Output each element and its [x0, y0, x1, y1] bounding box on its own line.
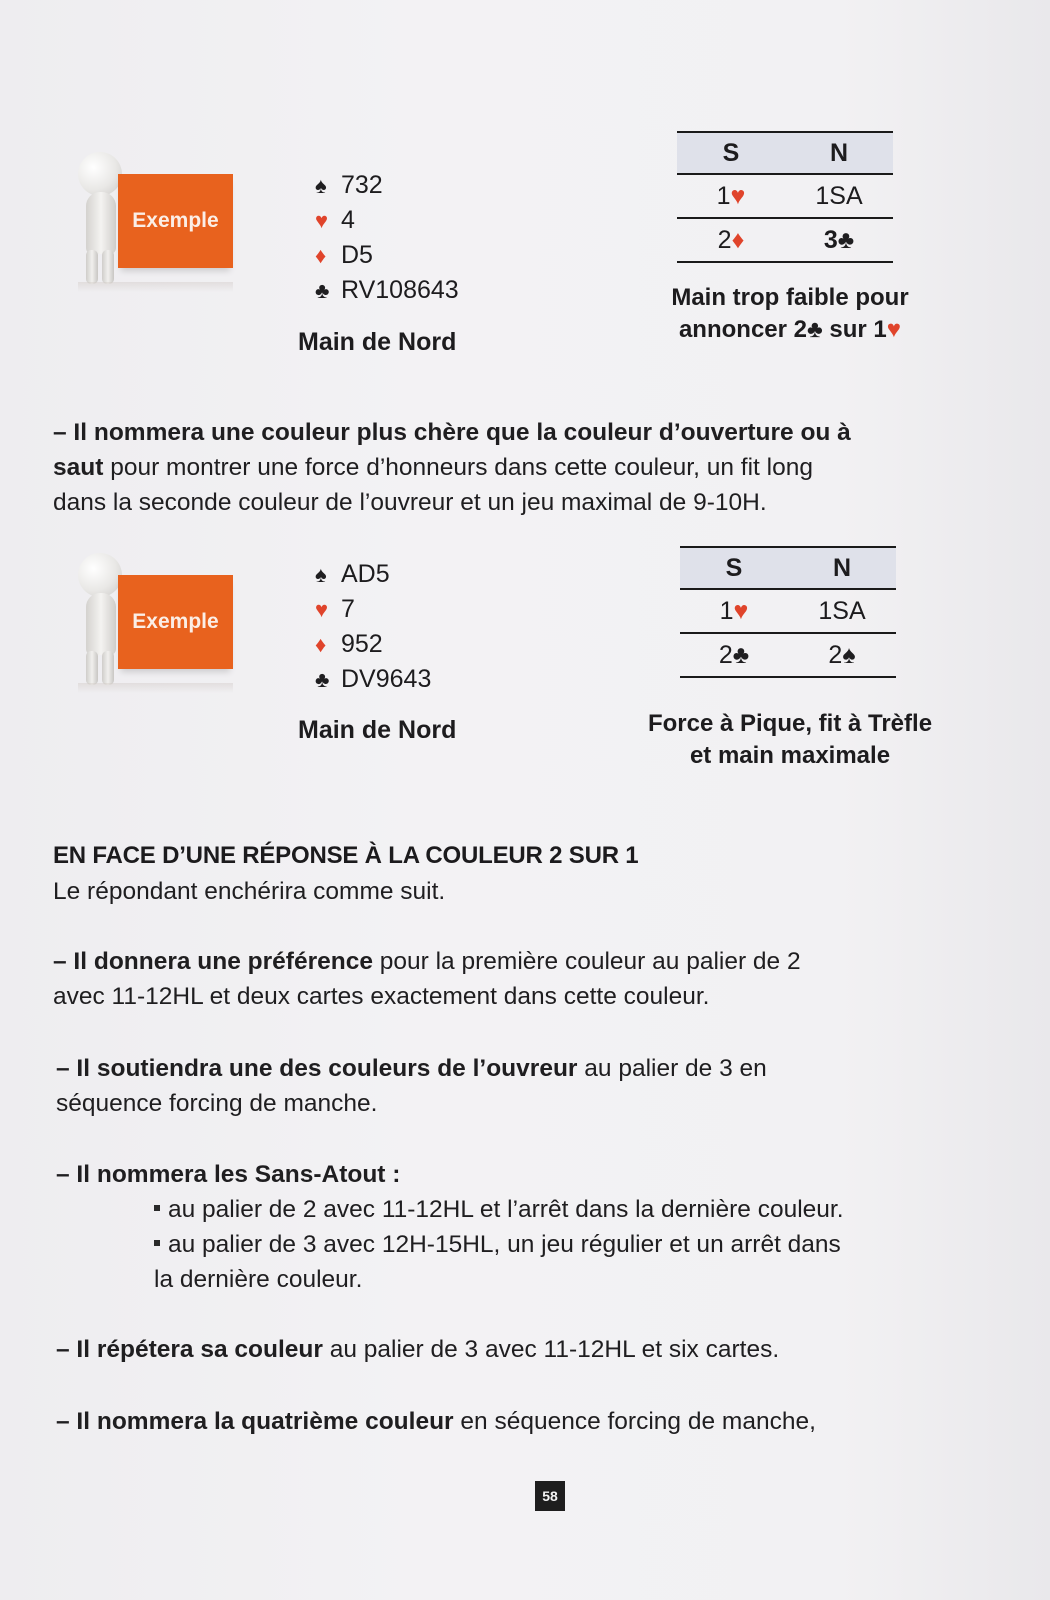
- paragraph-support: [56, 1051, 1002, 1121]
- hand-row-spades: [315, 168, 459, 203]
- paragraph-higher-suit: [53, 415, 999, 520]
- bullet-icon: [154, 1205, 160, 1211]
- hand-row-diamonds: [315, 238, 459, 273]
- bid-north: [785, 182, 893, 211]
- figure-body: [86, 593, 116, 655]
- hand-row-clubs: [315, 662, 431, 697]
- caption-line: Main trop faible pour: [671, 284, 909, 311]
- hand-cards: RV108643: [341, 276, 459, 304]
- hand-row-hearts: [315, 203, 459, 238]
- hand-row-spades: [315, 557, 431, 592]
- bidding-row: [680, 590, 896, 634]
- heart-icon: ♥: [733, 596, 749, 625]
- figure-leg: [86, 250, 98, 284]
- bidding-table: [677, 131, 893, 263]
- figure-head: [78, 553, 122, 597]
- heart-icon: ♥: [315, 597, 329, 622]
- bullet-text: au palier de 3 avec 12H-15HL, un jeu régulier et un arrêt dans: [168, 1231, 841, 1258]
- hand-cards: AD5: [341, 560, 390, 588]
- spade-icon: ♠: [842, 640, 856, 669]
- bid-level: 3: [823, 225, 838, 254]
- example-sign-label: Exemple: [132, 610, 219, 633]
- paragraph-bold: – Il donnera une préférence: [53, 948, 373, 975]
- page-number: 58: [535, 1481, 565, 1511]
- bidding-caption: [630, 282, 950, 346]
- paragraph-line: séquence forcing de manche.: [56, 1090, 378, 1117]
- paragraph-bold: – Il nommera la quatrième couleur: [56, 1408, 454, 1435]
- bidding-row: [677, 219, 893, 263]
- paragraph-bold: saut: [53, 454, 104, 481]
- hand-row-hearts: [315, 592, 431, 627]
- paragraph-line: [53, 450, 999, 485]
- example-sign: [118, 575, 233, 669]
- example-figure: [78, 152, 238, 282]
- column-north: N: [832, 553, 852, 582]
- paragraph-repeat: [56, 1332, 1026, 1367]
- hand-row-diamonds: [315, 627, 431, 662]
- figure-head: [78, 152, 122, 196]
- paragraph-fourth-suit: [56, 1404, 1026, 1439]
- bidding-row: [677, 175, 893, 219]
- paragraph-bold: – Il nommera une couleur plus chère que la couleur d’ouverture ou à: [53, 419, 851, 446]
- example-sign-label: Exemple: [132, 209, 219, 232]
- bid-level: 2: [717, 225, 732, 254]
- figure-reflection: [78, 683, 233, 693]
- bid-south: [680, 641, 788, 670]
- figure-body: [86, 192, 116, 254]
- heart-icon: ♥: [315, 208, 329, 233]
- column-south: S: [725, 553, 743, 582]
- hand-cards: 952: [341, 630, 383, 658]
- hand-row-clubs: [315, 273, 459, 308]
- column-north: N: [829, 138, 849, 167]
- caption-text: sur 1: [822, 316, 887, 343]
- paragraph-bold: – Il soutiendra une des couleurs de l’ouvreur: [56, 1055, 578, 1082]
- bid-level: 2: [718, 640, 733, 669]
- paragraph-line: avec 11-12HL et deux cartes exactement dans cette couleur.: [53, 983, 710, 1010]
- club-icon: ♣: [807, 316, 823, 343]
- bid-north: [788, 641, 896, 670]
- bid-south: [680, 597, 788, 626]
- paragraph-bold: – Il nommera les Sans-Atout :: [56, 1161, 401, 1188]
- example-sign: [118, 174, 233, 268]
- paragraph-line: [56, 1404, 1026, 1439]
- north-hand: [315, 557, 431, 697]
- bullet-continuation: la dernière couleur.: [154, 1266, 363, 1293]
- club-icon: ♣: [837, 225, 855, 254]
- caption-line: [630, 314, 950, 346]
- paragraph-sans-atout: [56, 1157, 1002, 1297]
- hand-caption: Main de Nord: [298, 716, 457, 744]
- bidding-row: [680, 634, 896, 678]
- paragraph-line: [53, 944, 999, 979]
- paragraph-text: pour montrer une force d’honneurs dans cette couleur, un fit long: [103, 454, 813, 481]
- paragraph-bold: – Il répétera sa couleur: [56, 1336, 323, 1363]
- caption-text: annoncer 2: [678, 316, 807, 343]
- paragraph-text: Le répondant enchérira comme suit.: [53, 878, 446, 905]
- figure-leg: [102, 651, 114, 685]
- hand-cards: 732: [341, 171, 383, 199]
- figure-leg: [86, 651, 98, 685]
- north-hand: [315, 168, 459, 308]
- caption-line: et main maximale: [689, 742, 891, 769]
- paragraph-text: pour la première couleur au palier de 2: [372, 948, 801, 975]
- heart-icon: ♥: [730, 181, 746, 210]
- bid-north: [788, 597, 896, 626]
- bid-level: 2: [828, 640, 843, 669]
- hand-cards: 4: [341, 206, 355, 234]
- club-icon: ♣: [732, 640, 750, 669]
- hand-cards: D5: [341, 241, 373, 269]
- bullet-icon: [154, 1240, 160, 1246]
- figure-leg: [102, 250, 114, 284]
- heart-icon: ♥: [886, 316, 902, 343]
- bid-text: 1SA: [818, 596, 866, 625]
- club-icon: ♣: [315, 667, 330, 692]
- hand-cards: DV9643: [341, 665, 432, 693]
- bullet-item: [56, 1227, 1002, 1262]
- bid-level: 1: [719, 596, 734, 625]
- bid-level: 1: [716, 181, 731, 210]
- hand-cards: 7: [341, 595, 355, 623]
- bidding-caption: [620, 708, 960, 772]
- paragraph-text: en séquence forcing de manche,: [453, 1408, 816, 1435]
- bid-south: [677, 226, 785, 255]
- figure-reflection: [78, 282, 233, 292]
- paragraph-line: dans la seconde couleur de l’ouvreur et un jeu maximal de 9-10H.: [53, 489, 767, 516]
- hand-caption: Main de Nord: [298, 328, 457, 356]
- paragraph-text: au palier de 3 avec 11-12HL et six cartes.: [322, 1336, 780, 1363]
- section-heading: EN FACE D’UNE RÉPONSE À LA COULEUR 2 SUR 1: [53, 842, 639, 869]
- bid-north: [785, 226, 893, 255]
- caption-line: Force à Pique, fit à Trèfle: [647, 710, 933, 737]
- column-south: S: [722, 138, 740, 167]
- bullet-text: au palier de 2 avec 11-12HL et l’arrêt dans la dernière couleur.: [168, 1196, 844, 1223]
- club-icon: ♣: [315, 278, 330, 303]
- bidding-header: [680, 546, 896, 590]
- bullet-item: [56, 1192, 1002, 1227]
- paragraph-preference: [53, 944, 999, 1014]
- section-intro: [53, 874, 1023, 909]
- paragraph-line: [56, 1332, 1026, 1367]
- spade-icon: ♠: [315, 562, 327, 587]
- paragraph-text: au palier de 3 en: [577, 1055, 767, 1082]
- example-figure: [78, 553, 238, 683]
- bidding-header: [677, 131, 893, 175]
- bidding-table: [680, 546, 896, 678]
- bid-text: 1SA: [815, 181, 863, 210]
- bid-south: [677, 182, 785, 211]
- paragraph-line: [56, 1051, 1002, 1086]
- diamond-icon: ♦: [315, 632, 327, 657]
- diamond-icon: ♦: [731, 225, 745, 254]
- diamond-icon: ♦: [315, 243, 327, 268]
- spade-icon: ♠: [315, 173, 327, 198]
